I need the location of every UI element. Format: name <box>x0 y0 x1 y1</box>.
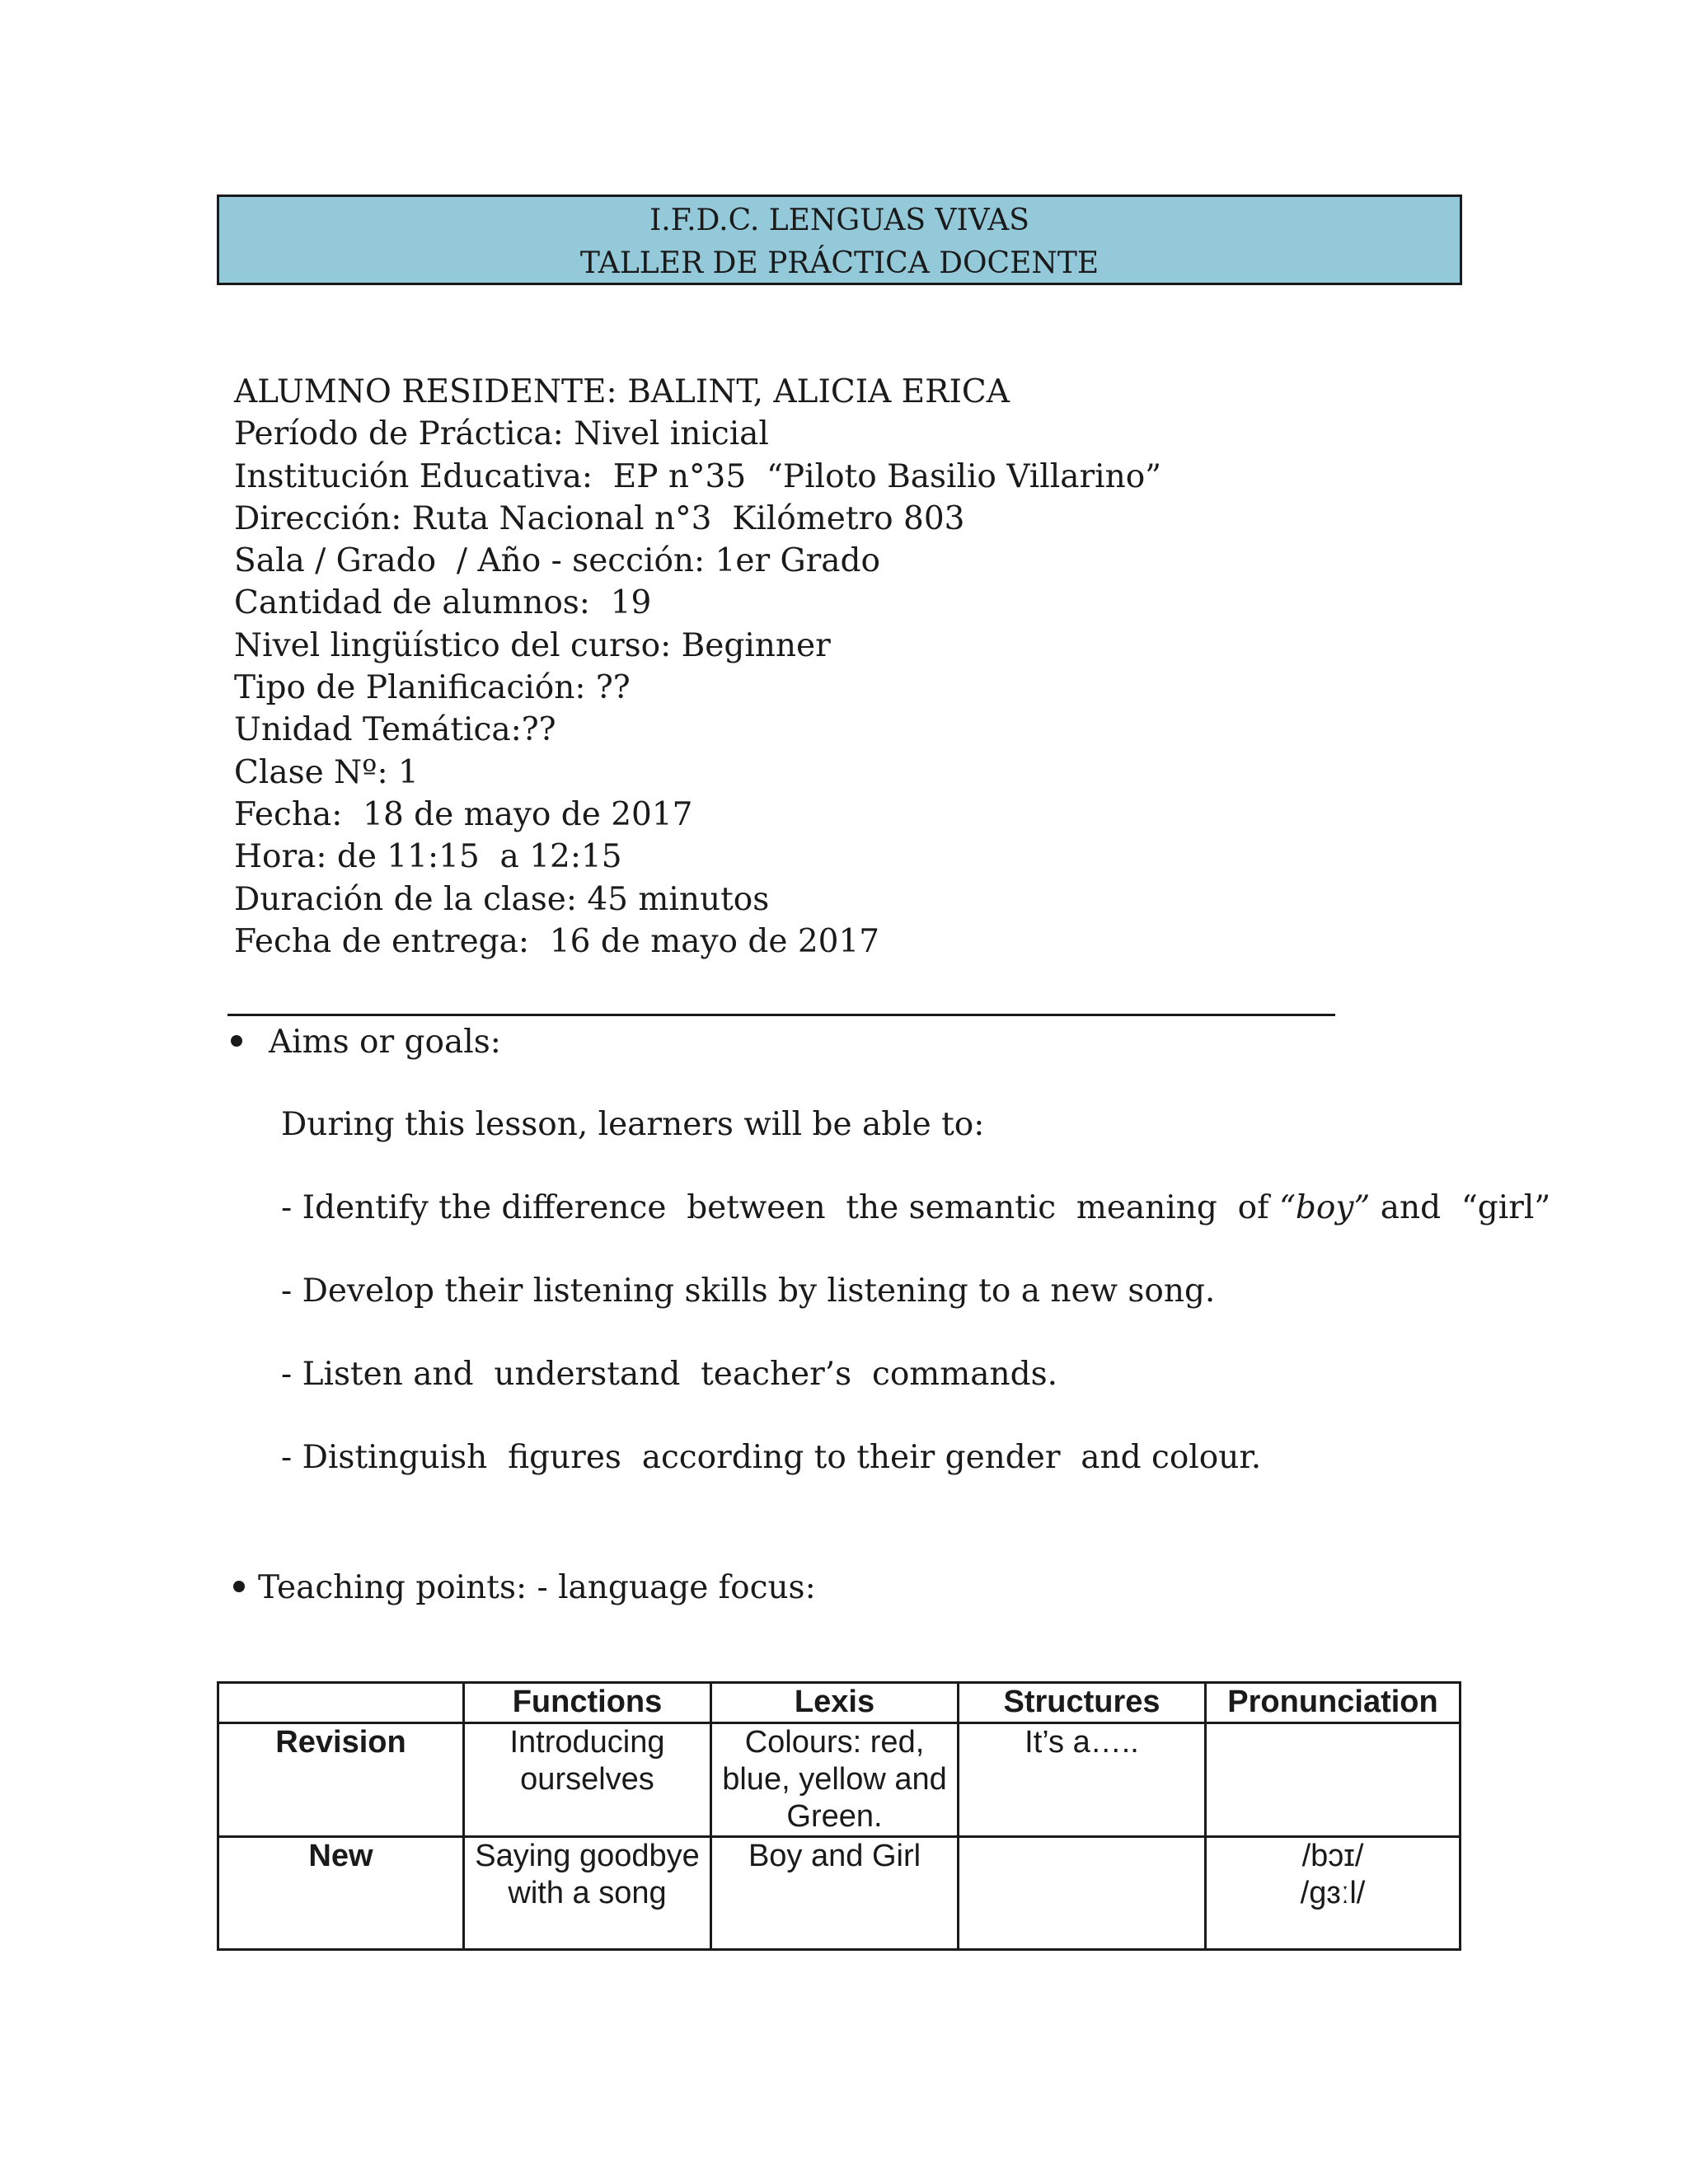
workshop-title: TALLER DE PRÁCTICA DOCENTE <box>579 246 1100 280</box>
row-label: New <box>218 1837 464 1950</box>
table-row <box>218 1837 1461 1950</box>
info-date: Fecha: 18 de mayo de 2017 <box>234 795 693 833</box>
aims-heading: Aims or goals: <box>231 1022 501 1063</box>
table-header-cell: Lexis <box>711 1683 959 1723</box>
row-label: Revision <box>218 1723 464 1837</box>
table-header-cell <box>218 1683 464 1723</box>
info-student: ALUMNO RESIDENTE: BALINT, ALICIA ERICA <box>234 373 1010 410</box>
goal-1: - Identify the difference between the semantic meaning of “boy” and “girl” <box>281 1189 1551 1226</box>
header-banner <box>217 194 1462 285</box>
info-delivery-date: Fecha de entrega: 16 de mayo de 2017 <box>234 922 880 960</box>
lexis-cell: Boy and Girl <box>711 1837 959 1950</box>
info-unit: Unidad Temática:?? <box>234 711 556 749</box>
divider <box>227 1014 1335 1016</box>
teaching-points-heading: Teaching points: - language focus: <box>233 1568 816 1609</box>
goal-3: - Listen and understand teacher’s commands. <box>281 1356 1058 1393</box>
pronunciation-cell <box>1206 1723 1461 1837</box>
student-info <box>234 371 1161 963</box>
bullet-icon <box>233 1581 245 1592</box>
table-header-cell: Functions <box>464 1683 711 1723</box>
table-header-cell: Structures <box>959 1683 1206 1723</box>
pronunciation-boy: /bɔɪ/ <box>1301 1839 1364 1873</box>
functions-cell: Saying goodbye with a song <box>464 1837 711 1950</box>
goal-4: - Distinguish figures according to their gender and colour. <box>281 1439 1262 1476</box>
info-level: Nivel lingüístico del curso: Beginner <box>234 626 831 664</box>
lexis-cell: Colours: red, blue, yellow and Green. <box>711 1723 959 1837</box>
goal-2: - Develop their listening skills by listening to a new song. <box>281 1272 1216 1310</box>
structures-cell <box>959 1837 1206 1950</box>
functions-cell: Introducing ourselves <box>464 1723 711 1837</box>
info-institution: Institución Educativa: EP n°35 “Piloto Basilio Villarino” <box>234 457 1162 495</box>
info-grade: Sala / Grado / Año - sección: 1er Grado <box>234 542 880 580</box>
pronunciation-girl: /gɜːl/ <box>1300 1876 1366 1910</box>
pronunciation-cell <box>1206 1837 1461 1950</box>
info-duration: Duración de la clase: 45 minutos <box>234 880 770 918</box>
info-students-count: Cantidad de alumnos: 19 <box>234 584 652 622</box>
table-row <box>218 1723 1461 1837</box>
language-focus-table <box>217 1681 1461 1951</box>
info-period: Período de Práctica: Nivel inicial <box>234 415 769 453</box>
info-class-number: Clase Nº: 1 <box>234 753 419 791</box>
aims-intro: During this lesson, learners will be able to: <box>281 1106 985 1143</box>
table-header-row <box>218 1683 1461 1723</box>
table-header-cell: Pronunciation <box>1206 1683 1461 1723</box>
bullet-icon <box>231 1035 242 1047</box>
info-planning-type: Tipo de Planificación: ?? <box>234 669 631 707</box>
info-time: Hora: de 11:15 a 12:15 <box>234 838 622 876</box>
info-address: Dirección: Ruta Nacional n°3 Kilómetro 803 <box>234 499 965 537</box>
structures-cell: It’s a….. <box>959 1723 1206 1837</box>
institute-title: I.F.D.C. LENGUAS VIVAS <box>649 204 1029 237</box>
